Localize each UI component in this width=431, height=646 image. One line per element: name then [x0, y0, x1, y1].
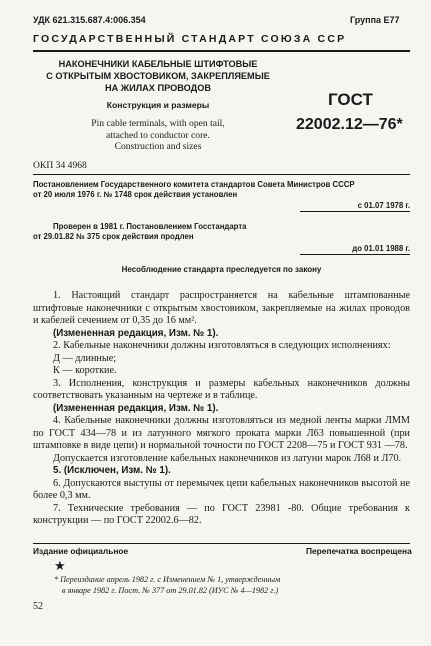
english-title-line-1: Pin cable terminals, with open tail, — [91, 118, 225, 129]
paragraph-4: 4. Кабельные наконечники должны изготовляться из медной ленты марки ЛММ по ГОСТ 434—78 и из латунного мягкого проката марки Л63 повышенной (при штамповке в виде цепи) и нормальной точности по ГОСТ 2208—75 и ГОСТ 931 —78. — [33, 415, 410, 451]
paragraph-7: 7. Технические требования — по ГОСТ 23981 -80. Общие требования к конструкции — по ГОСТ 22002.6—82. — [33, 502, 410, 526]
english-title — [33, 118, 283, 153]
paragraph-3: 3. Исполнения, конструкция и размеры кабельных наконечников должны соответствовать указанным на чертеже и в таблице. — [33, 377, 410, 401]
paragraph-4-permit: Допускается изготовление кабельных наконечников из латуни марок Л68 и Л70. — [53, 452, 402, 464]
title-line-2: С ОТКРЫТЫМ ХВОСТОВИКОМ, ЗАКРЕПЛЯЕМЫЕ — [46, 71, 270, 81]
decree-line-1: Постановлением Государственного комитета стандартов Совета Министров СССР — [33, 180, 355, 189]
paragraph-2: 2. Кабельные наконечники должны изготовляться в следующих исполнениях: — [53, 340, 391, 351]
effective-date: с 01.07 1978 г. — [300, 201, 410, 212]
english-title-line-3: Construction and sizes — [114, 141, 202, 152]
official-edition: Издание официальное — [33, 546, 129, 556]
okp-code: ОКП 34 4968 — [33, 160, 87, 171]
review-line-1: Проверен в 1981 г. Постановлением Госстандарта — [53, 222, 247, 231]
star-icon: ★ — [54, 558, 66, 573]
standard-banner: ГОСУДАРСТВЕННЫЙ СТАНДАРТ СОЮЗА ССР — [33, 33, 347, 45]
okp-divider — [33, 174, 410, 175]
review-line-2: от 29.01.82 № 375 срок действия продлен — [33, 232, 194, 241]
extended-date: до 01.01 1988 г. — [300, 244, 410, 255]
title-subtitle: Конструкция и размеры — [106, 100, 210, 110]
reprint-prohibited: Перепечатка воспрещена — [306, 546, 412, 556]
footer-divider — [33, 543, 410, 544]
law-warning: Несоблюдение стандарта преследуется по закону — [121, 265, 322, 274]
decree-text — [33, 180, 410, 200]
standard-body — [33, 290, 410, 528]
title-line-3: НА ЖИЛАХ ПРОВОДОВ — [104, 83, 211, 93]
gost-label: ГОСТ — [328, 90, 373, 109]
decree-line-2: от 20 июля 1976 г. № 1748 срок действия установлен — [33, 190, 238, 199]
paragraph-5: 5. (Исключен, Изм. № 1). — [53, 465, 171, 476]
paragraph-1: 1. Настоящий стандарт распространяется на кабельные штампованные штифтовые наконечники с открытым хвостовиком, закрепляемые на жилах проводов и кабелей сечением от 0,35 до 16 мм². — [33, 290, 410, 326]
gost-number: 22002.12—76* — [296, 116, 403, 133]
paragraph-1-note: (Измененная редакция, Изм. № 1). — [53, 327, 219, 339]
reissue-note-line-2: в январе 1982 г. Пост. № 377 от 29.01.82 (ИУС № 4—1982 г.) — [62, 586, 279, 595]
review-text — [33, 222, 410, 242]
title-line-1: НАКОНЕЧНИКИ КАБЕЛЬНЫЕ ШТИФТОВЫЕ — [58, 59, 258, 69]
variant-long: Д — длинные; — [53, 352, 117, 364]
reissue-note-line-1: * Переиздание апрель 1982 г. с Изменением № 1, утвержденным — [54, 575, 281, 584]
english-title-line-2: attached to conductor core. — [106, 129, 210, 141]
variant-short: К — короткие. — [53, 365, 117, 376]
udk-code: УДК 621.315.687.4:006.354 — [33, 15, 146, 25]
page-number: 52 — [33, 601, 43, 612]
document-title — [33, 58, 283, 94]
paragraph-6: 6. Допускаются выступы от перемычек цепи кабельных наконечников высотой не более 0,3 мм. — [33, 477, 410, 501]
header-divider — [33, 50, 410, 52]
reissue-note — [54, 574, 410, 596]
paragraph-3-note: (Измененная редакция, Изм. № 1). — [53, 402, 219, 414]
group-code: Группа Е77 — [350, 15, 400, 25]
